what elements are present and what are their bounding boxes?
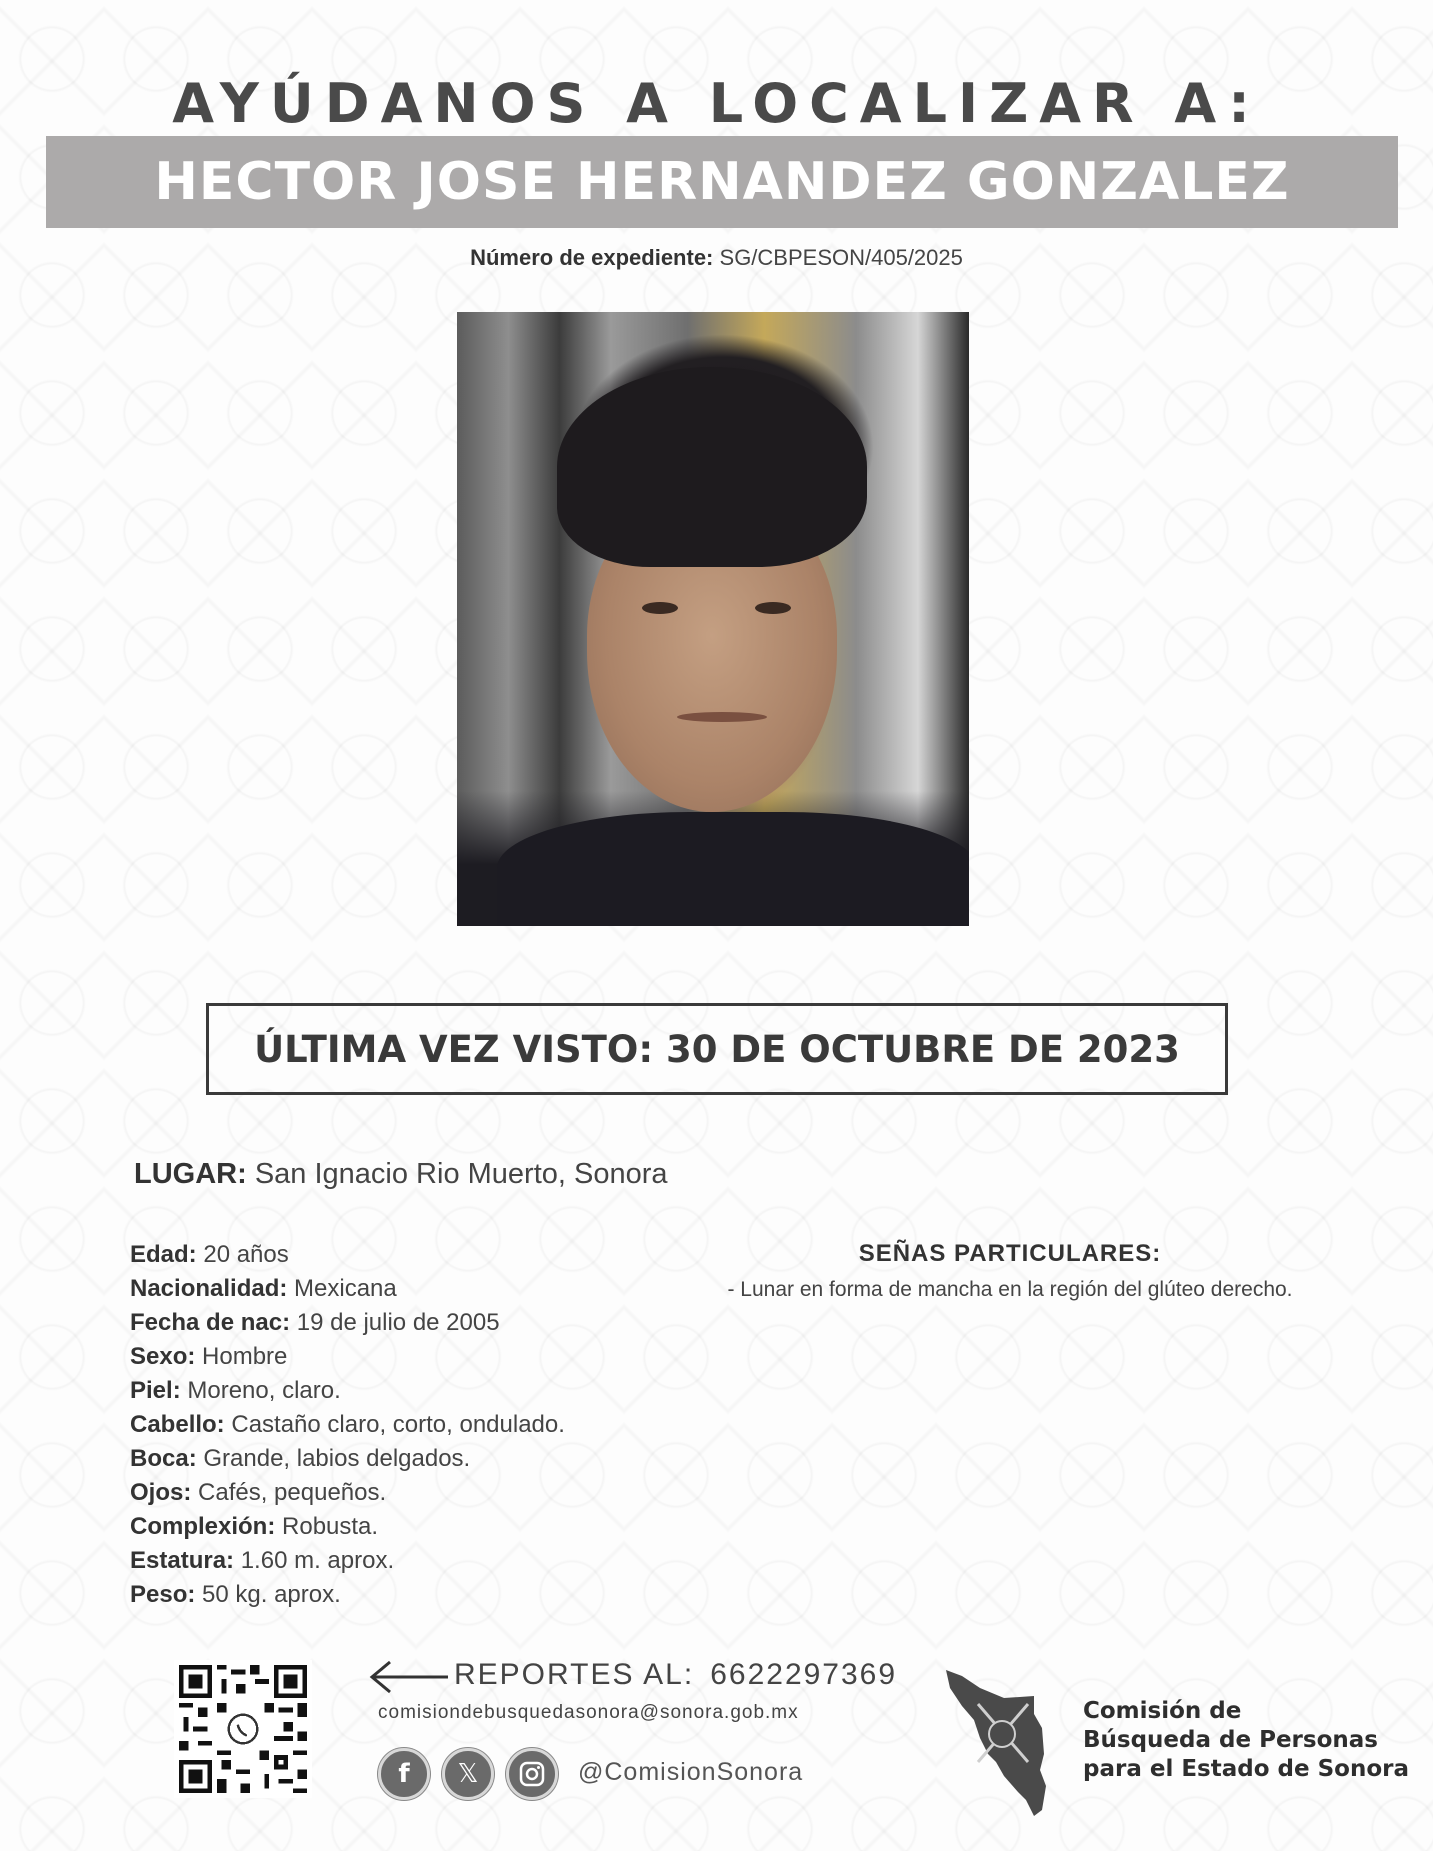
detail-row-build (130, 1510, 690, 1544)
detail-value: 20 años (203, 1241, 289, 1268)
instagram-glyph (519, 1761, 545, 1787)
detail-row-sex (130, 1340, 690, 1374)
case-number-value: SG/CBPESON/405/2025 (719, 245, 963, 270)
distinguishing-marks (660, 1240, 1360, 1302)
detail-value: Cafés, pequeños. (198, 1479, 387, 1506)
detail-label: Sexo: (130, 1343, 196, 1370)
organization-line: Comisión de (1083, 1698, 1242, 1724)
detail-row-hair (130, 1408, 690, 1442)
social-icons (378, 1748, 558, 1800)
sonora-map-logo-icon (942, 1668, 1060, 1818)
organization-line: Búsqueda de Personas (1083, 1727, 1378, 1753)
location (134, 1158, 668, 1191)
detail-row-birthdate (130, 1306, 690, 1340)
detail-label: Boca: (130, 1445, 197, 1472)
location-label: LUGAR: (134, 1158, 247, 1190)
detail-value: Mexicana (294, 1275, 397, 1302)
detail-label: Fecha de nac: (130, 1309, 291, 1336)
reports-line (454, 1658, 897, 1692)
x-icon[interactable]: 𝕏 (442, 1748, 494, 1800)
qr-code-icon (174, 1660, 312, 1798)
facebook-icon[interactable]: f (378, 1748, 430, 1800)
detail-value: 50 kg. aprox. (202, 1581, 341, 1608)
last-seen-box (206, 1003, 1228, 1095)
case-number-label: Número de expediente: (470, 245, 714, 270)
detail-value: 19 de julio de 2005 (296, 1309, 500, 1336)
detail-row-nationality (130, 1272, 690, 1306)
detail-label: Piel: (130, 1377, 181, 1404)
detail-row-weight (130, 1578, 690, 1612)
detail-label: Estatura: (130, 1547, 235, 1574)
last-seen-text: ÚLTIMA VEZ VISTO: 30 DE OCTUBRE DE 2023 (254, 1027, 1180, 1071)
reports-label: REPORTES AL: (454, 1658, 695, 1691)
detail-value: Castaño claro, corto, ondulado. (231, 1411, 565, 1438)
detail-value: Robusta. (282, 1513, 379, 1540)
arrow-left-icon (368, 1660, 448, 1694)
case-number (0, 245, 1433, 271)
photo-eye-right (755, 602, 791, 614)
detail-value: Hombre (202, 1343, 288, 1370)
photo-hair (557, 367, 867, 567)
detail-row-skin (130, 1374, 690, 1408)
detail-value: Grande, labios delgados. (203, 1445, 471, 1472)
location-value: San Ignacio Rio Muerto, Sonora (254, 1158, 668, 1190)
photo-mouth (677, 712, 767, 722)
instagram-icon[interactable] (506, 1748, 558, 1800)
phone-number[interactable]: 6622297369 (710, 1658, 898, 1691)
organization-line: para el Estado de Sonora (1083, 1756, 1410, 1782)
detail-label: Edad: (130, 1241, 197, 1268)
social-handle[interactable]: @ComisionSonora (578, 1758, 804, 1786)
person-photo (457, 312, 969, 926)
headline: AYÚDANOS A LOCALIZAR A: (172, 72, 1261, 135)
detail-label: Nacionalidad: (130, 1275, 288, 1302)
detail-row-mouth (130, 1442, 690, 1476)
detail-label: Peso: (130, 1581, 196, 1608)
person-name-banner (46, 136, 1398, 228)
distinguishing-mark-item: - Lunar en forma de mancha en la región del glúteo derecho. (727, 1278, 1293, 1301)
organization-name (1083, 1697, 1409, 1784)
photo-eye-left (642, 602, 678, 614)
physical-details (130, 1238, 690, 1612)
distinguishing-marks-title: SEÑAS PARTICULARES: (858, 1240, 1162, 1267)
detail-label: Ojos: (130, 1479, 192, 1506)
email-link[interactable]: comisiondebusquedasonora@sonora.gob.mx (378, 1702, 799, 1723)
detail-label: Complexión: (130, 1513, 276, 1540)
person-name: HECTOR JOSE HERNANDEZ GONZALEZ (154, 152, 1290, 212)
photo-shirt (497, 812, 969, 926)
detail-row-age (130, 1238, 690, 1272)
whatsapp-qr-code[interactable] (174, 1660, 312, 1798)
detail-row-eyes (130, 1476, 690, 1510)
detail-row-height (130, 1544, 690, 1578)
detail-value: 1.60 m. aprox. (240, 1547, 395, 1574)
detail-label: Cabello: (130, 1411, 225, 1438)
detail-value: Moreno, claro. (187, 1377, 341, 1404)
